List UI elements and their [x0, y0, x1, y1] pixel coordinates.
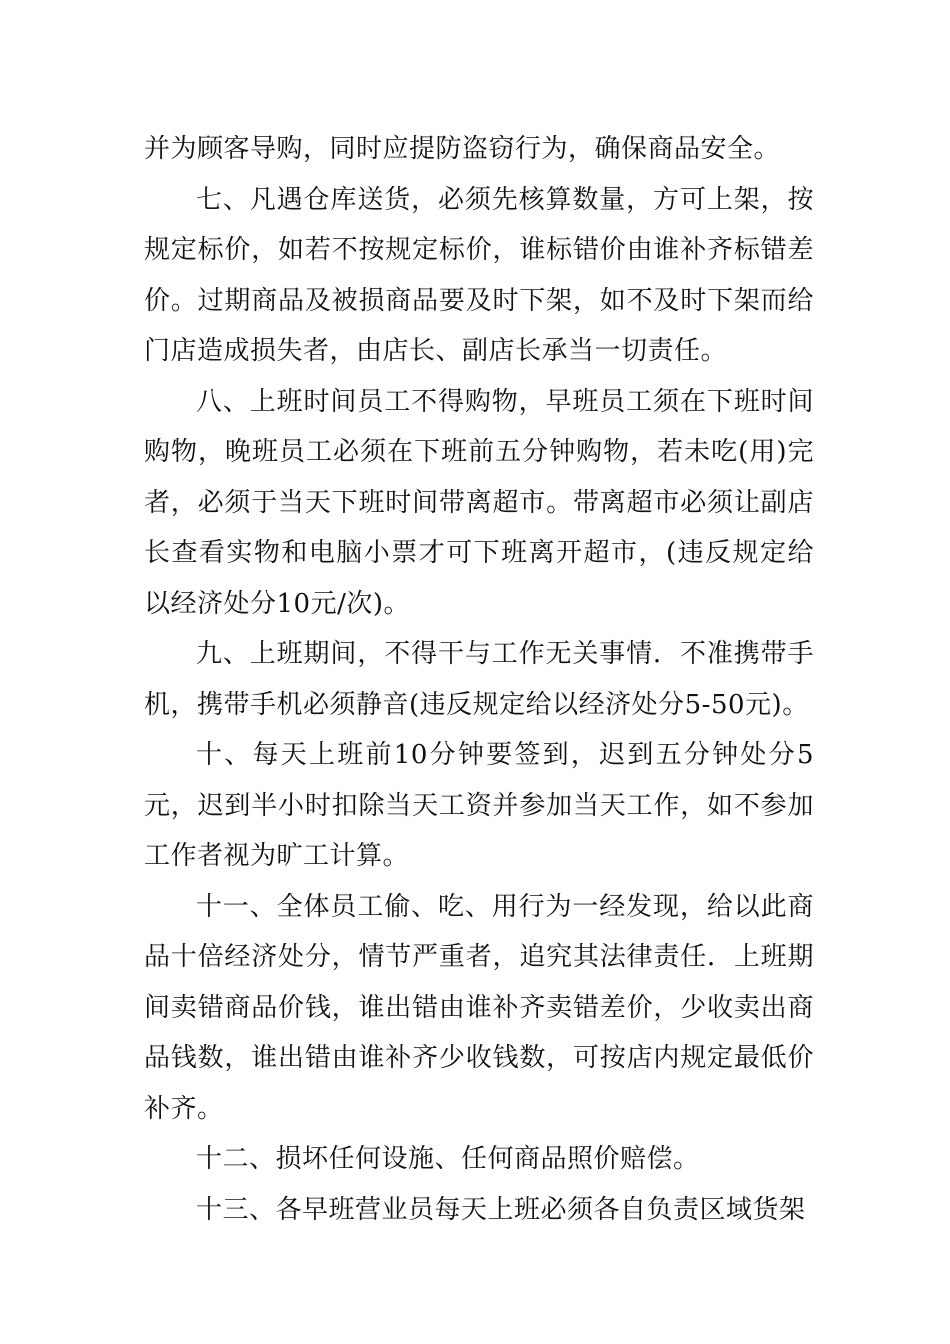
- paragraph-rule-13: 十三、各早班营业员每天上班必须各自负责区域货架: [196, 1194, 806, 1225]
- paragraph-rule-10: 十、每天上班前10分钟要签到，迟到五分钟处分5元，迟到半小时扣除当天工资并参加当天工作，如不参加工作者视为旷工计算。: [144, 740, 814, 871]
- paragraph-rule-12: 十二、损坏任何设施、任何商品照价赔偿。: [196, 1144, 700, 1174]
- paragraph-rule-8: 八、上班时间员工不得购物，早班员工须在下班时间购物，晚班员工必须在下班前五分钟购物，若未吃(用)完者，必须于当天下班时间带离超市。带离超市必须让副店长查看实物和电脑小票才可下班离开超市，(违反规定给以经济处分10元/次)。: [144, 386, 814, 619]
- document-body: [144, 124, 814, 1235]
- paragraph-rule-7: 七、凡遇仓库送货，必须先核算数量，方可上架，按规定标价，如若不按规定标价，谁标错价由谁补齐标错差价。过期商品及被损商品要及时下架，如不及时下架而给门店造成损失者，由店长、副店长承当一切责任。: [144, 184, 814, 366]
- paragraph-rule-9: 九、上班期间，不得干与工作无关事情．不准携带手机，携带手机必须静音(违反规定给以经济处分5-50元)。: [144, 639, 814, 720]
- paragraph-rule-11: 十一、全体员工偷、吃、用行为一经发现，给以此商品十倍经济处分，情节严重者，追究其法律责任．上班期间卖错商品价钱，谁出错由谁补齐卖错差价，少收卖出商品钱数，谁出错由谁补齐少收钱数，可按店内规定最低价补齐。: [144, 891, 814, 1124]
- paragraph-continued: 并为顾客导购，同时应提防盗窃行为，确保商品安全。: [144, 134, 781, 164]
